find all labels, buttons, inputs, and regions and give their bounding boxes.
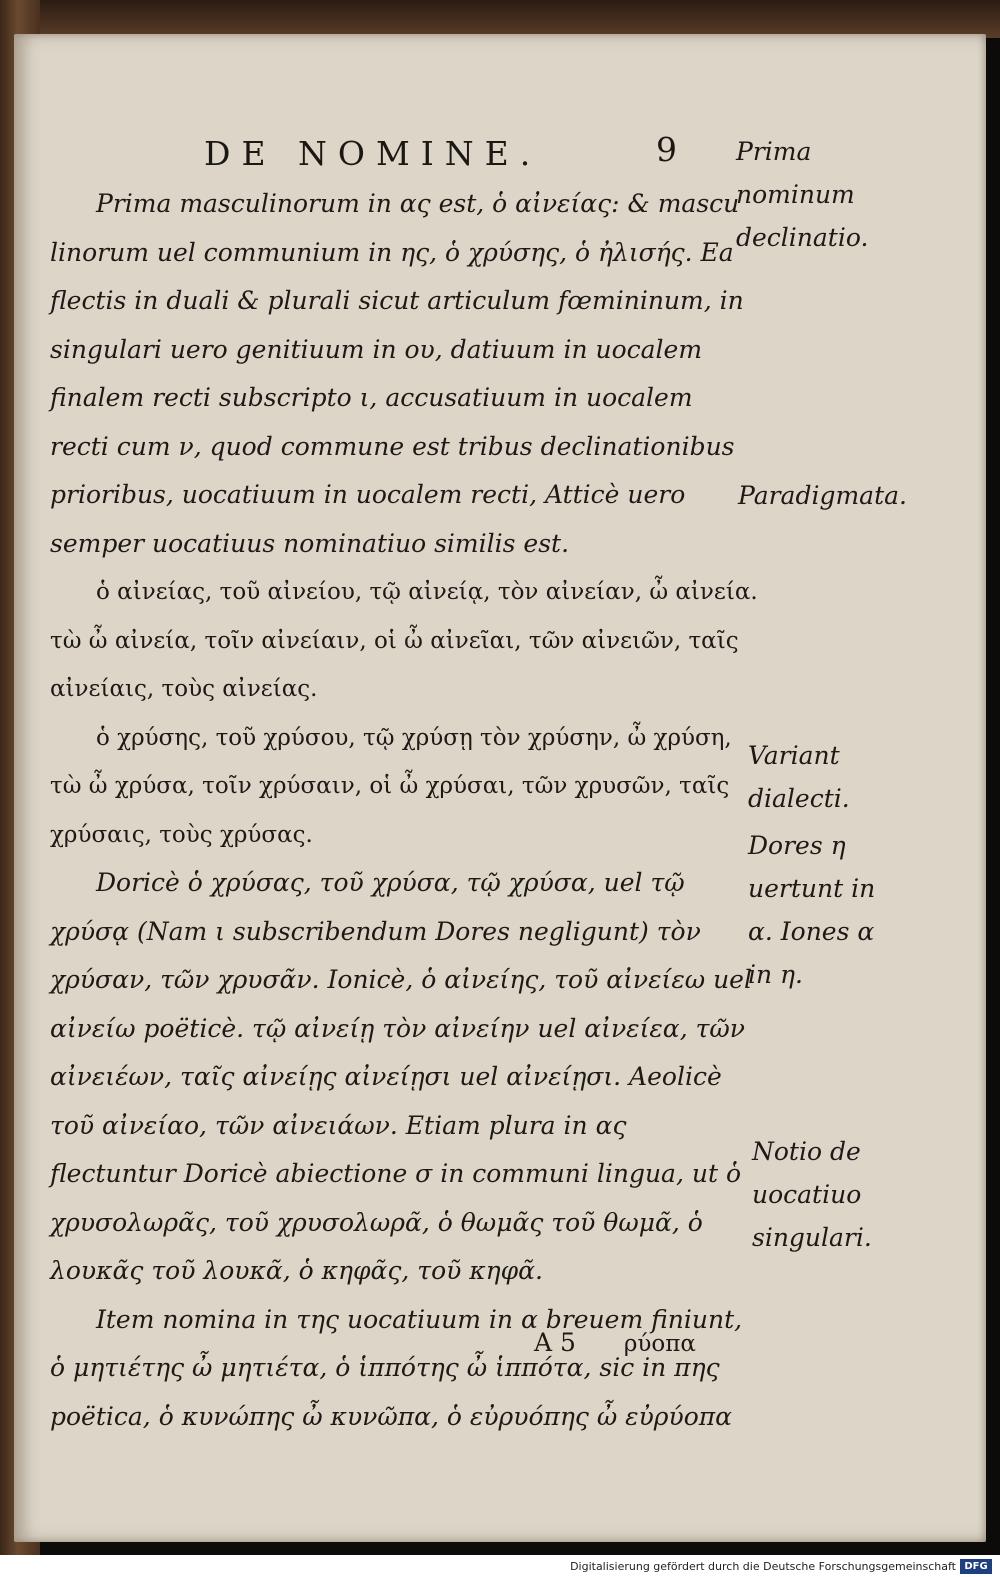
margin-note-dialects: Variant dialecti.: [748, 741, 850, 813]
margin-note-paradigms: Paradigmata.: [738, 481, 907, 510]
footer-credit: Digitalisierung gefördert durch die Deutsche Forschungsgemeinschaft: [570, 1560, 956, 1573]
catchword: ρύοπα: [623, 1331, 696, 1357]
book-edge-top: [0, 0, 1000, 38]
paragraph-dialect-variants: Doricè ὁ χρύσας, τοῦ χρύσα, τῷ χρύσα, uel τῷ χρύσᾳ (Nam ι subscribendum Dores negligunt) τὸν χρύσαν, τῶν χρυσᾶν. Ionicè, ὁ αἰνείης, τοῦ αἰνείεω uel αἰνείω poëticè. τῷ αἰνείῃ τὸν αἰνείην uel αἰνείεα, τῶν αἰνειέων, ταῖς αἰνείῃς αἰνείῃσι uel αἰνείῃσι. Aeolicè τοῦ αἰνείαο, τῶν αἰνειάων. Etiam plura in ας flectuntur Doricè abiectione σ in communi lingua, ut ὁ χρυσολωρᾶς, τοῦ χρυσολωρᾶ, ὁ θωμᾶς τοῦ θωμᾶ, ὁ λουκᾶς τοῦ λουκᾶ, ὁ κηφᾶς, τοῦ κηφᾶ.: [50, 868, 752, 1285]
margin-note-vocative: Notio de uocatiuo singulari.: [752, 1137, 872, 1252]
page-number: 9: [656, 130, 677, 169]
paragraph-paradigm-aineias: ὁ αἰνείας, τοῦ αἰνείου, τῷ αἰνείᾳ, τὸν αἰνείαν, ὦ αἰνεία. τὼ ὦ αἰνεία, τοῖν αἰνείαιν, οἱ ὦ αἰνεῖαι, τῶν αἰνειῶν, ταῖς αἰνείαις, τοὺς αἰνείας.: [50, 579, 758, 702]
paragraph-declension-rule: Prima masculinorum in ας est, ὁ αἰνείας: & mascu linorum uel communium in ης, ὁ χρύσης, ὁ ἠλισής. Ea flectis in duali & plurali sicut articulum fœmininum, in singulari uero genitiuum in ου, datiuum in uocalem finalem recti subscripto ι, accusatiuum in uocalem recti cum ν, quod commune est tribus declinationibus prioribus, uocatiuum in uocalem recti, Atticè uero semper uocatiuus nominatiuo similis est.: [50, 189, 744, 558]
main-text-block: [50, 180, 758, 1441]
paragraph-vocative-rule: Item nomina in της uocatiuum in α breuem finiunt, ὁ μητιέτης ὦ μητιέτα, ὁ ἱππότης ὦ ἱππότα, sic in πης poëtica, ὁ κυνώπης ὦ κυνῶπα, ὁ εὐρυόπης ὦ εὐρύοπα: [50, 1304, 743, 1431]
scanned-page: [14, 34, 986, 1542]
footer-bar: [0, 1555, 1000, 1577]
running-head: DE NOMINE.: [204, 134, 542, 173]
margin-note-declension: Prima nominum declinatio.: [736, 137, 869, 252]
dfg-logo: DFG: [960, 1559, 992, 1574]
signature-mark: A 5: [534, 1328, 576, 1357]
paragraph-paradigm-chryses: ὁ χρύσης, τοῦ χρύσου, τῷ χρύσῃ τὸν χρύσην, ὦ χρύση, τὼ ὦ χρύσα, τοῖν χρύσαιν, οἱ ὦ χρύσαι, τῶν χρυσῶν, ταῖς χρύσαις, τοὺς χρύσας.: [50, 724, 732, 848]
margin-note-dores-iones: Dores η uertunt in α. Iones α in η.: [748, 831, 876, 989]
signature-line: [534, 1328, 774, 1357]
